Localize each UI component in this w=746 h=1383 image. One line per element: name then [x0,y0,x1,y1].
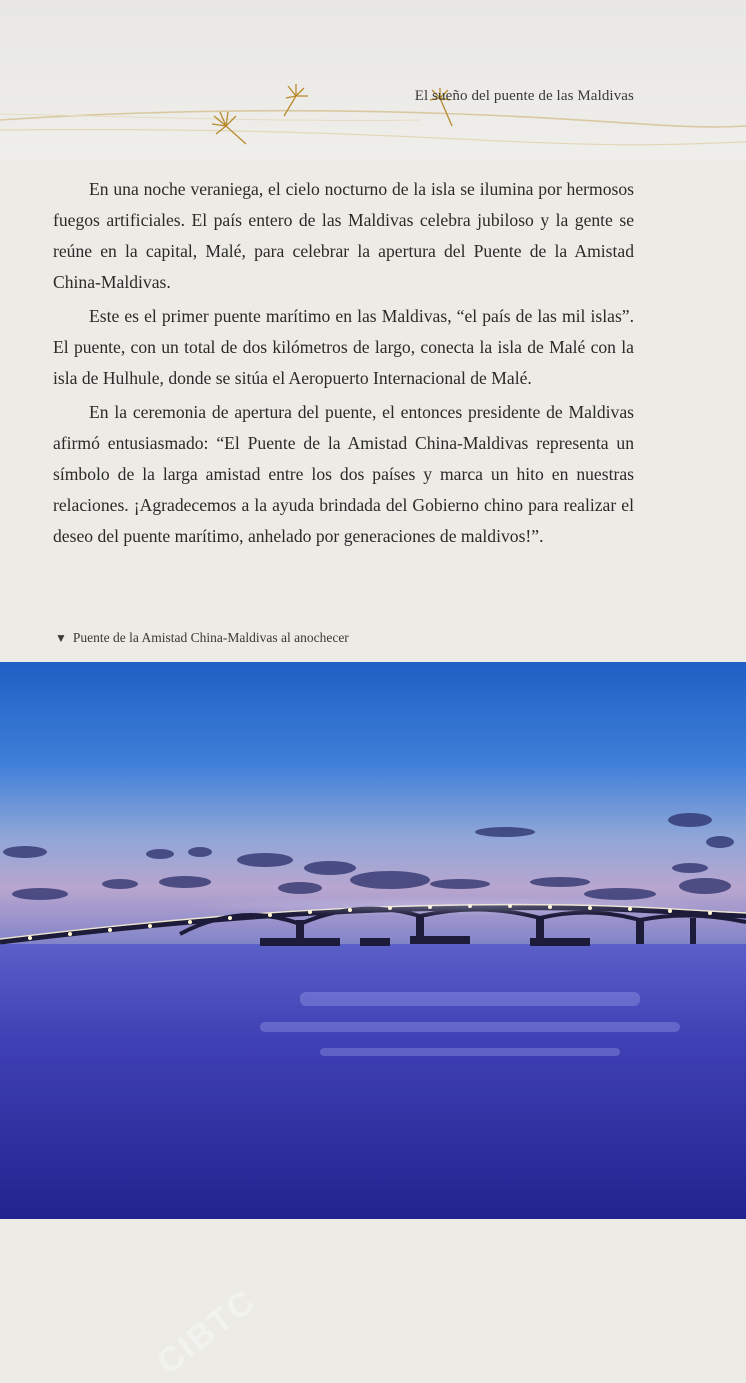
caption-text: Puente de la Amistad China-Maldivas al anochecer [72,630,349,645]
running-title: El sueño del puente de las Maldivas [414,88,634,104]
figure-caption [55,630,349,646]
bridge-photo [0,662,746,1382]
triangle-marker-icon: ▼ [55,631,67,645]
bridge-photo-illustration [0,662,746,1219]
paragraph: En la ceremonia de apertura del puente, el entonces presidente de Maldivas afirmó entusiasmado: “El Puente de la Amistad China-Maldivas representa un símbolo de la larga amistad entre los dos países y marca un hito en nuestras relaciones. ¡Agradecemos a la ayuda brindada del Gobierno chino para realizar el deseo del puente marítimo, anhelado por generaciones de maldivos!”. [53,402,634,546]
paragraph: Este es el primer puente marítimo en las Maldivas, “el país de las mil islas”. El puente, con un total de dos kilómetros de largo, conecta la isla de Malé con la isla de Hulhule, donde se sitúa el Aeropuerto Internacional de Malé. [53,306,634,388]
watermark: CIBTC [150,1281,264,1382]
paragraph: En una noche veraniega, el cielo nocturno de la isla se ilumina por hermosos fuegos artificiales. El país entero de las Maldivas celebra jubiloso y la gente se reúne en la capital, Malé, para celebrar la apertura del Puente de la Amistad China-Maldivas. [53,179,634,292]
page-header [0,0,746,160]
body-text [53,174,634,555]
dandelion-decoration-icon [0,70,746,160]
